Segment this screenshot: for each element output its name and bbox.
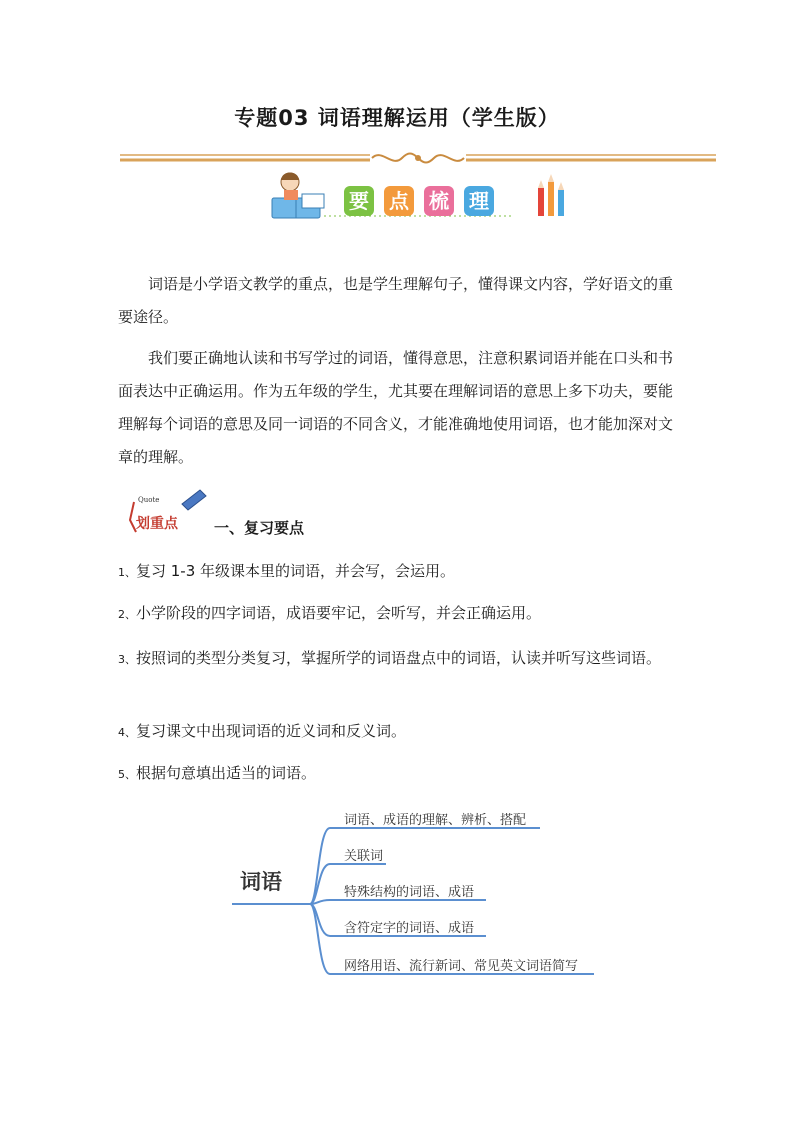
mindmap-branch-3: 特殊结构的词语、成语 <box>344 885 475 900</box>
reading-girl-icon <box>272 173 324 219</box>
mindmap-branch-1: 词语、成语的理解、辨析、搭配 <box>344 813 527 828</box>
pencils-icon <box>538 174 564 216</box>
svg-text:Quote: Quote <box>138 496 160 504</box>
highlight-quote-icon <box>126 488 208 538</box>
intro-paragraph-2: 我们要正确地认读和书写学过的词语，懂得意思，注意积累词语并能在口头和书面表达中正确运用。作为五年级的学生，尤其要在理解词语的意思上多下功夫，要能理解每个词语的意思及同一词语的不同含义，才能准确地使用词语，也才能加深对文章的理解。 <box>118 349 674 466</box>
mindmap-root: 词语 <box>240 870 282 894</box>
banner-char-4: 理 <box>464 186 494 216</box>
document-title: 专题03 词语理解运用（学生版） <box>234 106 560 130</box>
review-point-2: 2、小学阶段的四字词语，成语要牢记，会听写，并会正确运用。 <box>118 604 542 622</box>
review-point-1: 1、复习 1-3 年级课本里的词语，并会写，会运用。 <box>118 562 456 580</box>
mindmap-branch-2: 关联词 <box>344 849 384 864</box>
banner-char-3: 梳 <box>424 186 454 216</box>
review-point-5: 5、根据句意填出适当的词语。 <box>118 764 317 782</box>
review-point-3: 3、按照词的类型分类复习，掌握所学的词语盘点中的词语，认读并听写这些词语。 <box>118 649 662 667</box>
mindmap-branch-4: 含符定字的词语、成语 <box>344 921 475 936</box>
section-heading: 一、复习要点 <box>214 519 305 537</box>
ornamental-divider <box>120 150 716 166</box>
banner-char-2: 点 <box>384 186 414 216</box>
key-points-banner <box>262 168 572 228</box>
svg-text:划重点: 划重点 <box>136 516 178 532</box>
mindmap-branch-5: 网络用语、流行新词、常见英文词语简写 <box>344 959 579 974</box>
review-point-4: 4、复习课文中出现词语的近义词和反义词。 <box>118 722 407 740</box>
intro-paragraph-1: 词语是小学语文教学的重点，也是学生理解句子，懂得课文内容，学好语文的重要途径。 <box>118 275 674 326</box>
banner-char-1: 要 <box>344 186 374 216</box>
